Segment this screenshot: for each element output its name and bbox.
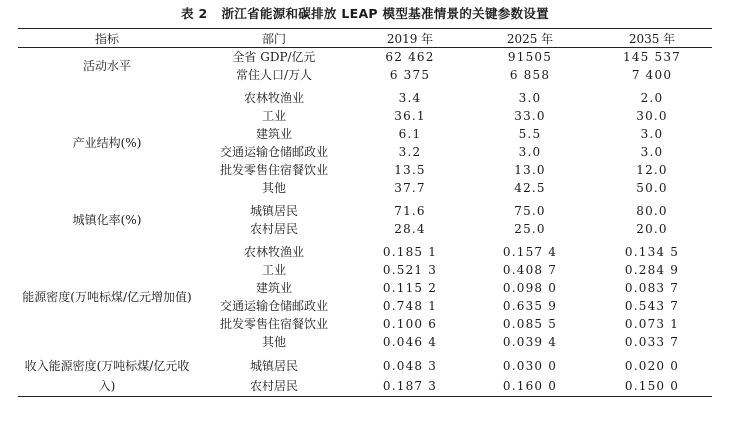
value-cell-2035: 0.073 1 <box>624 317 680 331</box>
value-cell-2035: 2.0 <box>640 91 664 105</box>
header-row <box>18 29 712 48</box>
indicator-cell: 产业结构(%) <box>72 136 142 150</box>
table-row <box>18 89 712 107</box>
value-cell-2035: 0.033 7 <box>624 335 680 349</box>
value-cell-2019: 0.048 3 <box>382 358 438 373</box>
value-cell-2019: 6.1 <box>398 127 422 141</box>
sector-cell: 城镇居民 <box>249 358 298 373</box>
value-cell-2019: 0.185 1 <box>382 245 438 259</box>
sector-cell: 工业 <box>261 109 286 123</box>
value-cell-2035: 20.0 <box>636 222 668 236</box>
header-indicator: 指标 <box>18 29 196 48</box>
value-cell-2035: 0.284 9 <box>624 263 680 277</box>
header-2025: 2025 年 <box>468 29 592 48</box>
table-caption <box>0 4 730 22</box>
sector-cell: 交通运输仓储邮政业 <box>219 145 328 159</box>
sector-cell: 工业 <box>261 263 286 277</box>
value-cell-2019: 36.1 <box>394 109 426 123</box>
parameter-table <box>18 28 712 397</box>
sector-cell: 农村居民 <box>196 376 352 397</box>
header-sector: 部门 <box>196 29 352 48</box>
table-row <box>18 48 712 67</box>
sector-cell: 其他 <box>261 181 286 195</box>
table-body <box>18 48 712 397</box>
sector-cell: 建筑业 <box>255 127 292 141</box>
value-cell-2035: 7 400 <box>631 68 673 82</box>
value-cell-2019: 3.2 <box>398 145 422 159</box>
sector-cell: 交通运输仓储邮政业 <box>219 299 328 313</box>
table-number: 表 2 <box>181 6 208 21</box>
value-cell-2035: 0.150 0 <box>592 376 712 397</box>
value-cell-2019: 6 375 <box>389 68 431 82</box>
value-cell-2035: 50.0 <box>636 181 668 195</box>
value-cell-2025: 75.0 <box>514 204 546 218</box>
value-cell-2019: 28.4 <box>394 222 426 236</box>
value-cell-2035: 3.0 <box>640 127 664 141</box>
value-cell-2019: 37.7 <box>394 181 426 195</box>
value-cell-2025: 5.5 <box>518 127 542 141</box>
value-cell-2019: 0.521 3 <box>382 263 438 277</box>
value-cell-2035: 12.0 <box>636 163 668 177</box>
value-cell-2025: 33.0 <box>514 109 546 123</box>
value-cell-2025: 3.0 <box>518 91 542 105</box>
value-cell-2025: 6 858 <box>509 68 551 82</box>
value-cell-2019: 0.187 3 <box>352 376 468 397</box>
value-cell-2035: 0.543 7 <box>624 299 680 313</box>
value-cell-2025: 0.039 4 <box>502 335 558 349</box>
value-cell-2035: 145 537 <box>622 50 682 64</box>
sector-cell: 常住人口/万人 <box>235 68 313 82</box>
value-cell-2035: 0.083 7 <box>624 281 680 295</box>
sector-cell: 农村居民 <box>249 222 298 236</box>
value-cell-2035: 0.134 5 <box>624 245 680 259</box>
sector-cell: 城镇居民 <box>249 204 298 218</box>
sector-cell: 批发零售住宿餐饮业 <box>219 163 328 177</box>
value-cell-2025: 42.5 <box>514 181 546 195</box>
value-cell-2025: 0.098 0 <box>502 281 558 295</box>
value-cell-2025: 0.030 0 <box>502 358 558 373</box>
sector-cell: 全省 GDP/亿元 <box>232 50 316 64</box>
value-cell-2025: 0.157 4 <box>502 245 558 259</box>
value-cell-2025: 25.0 <box>514 222 546 236</box>
table-row <box>18 356 712 376</box>
sector-cell: 批发零售住宿餐饮业 <box>219 317 328 331</box>
header-2035: 2035 年 <box>592 29 712 48</box>
value-cell-2019: 0.115 2 <box>382 281 438 295</box>
value-cell-2025: 0.635 9 <box>502 299 558 313</box>
sector-cell: 其他 <box>261 335 286 349</box>
value-cell-2019: 0.100 6 <box>382 317 438 331</box>
value-cell-2025: 91505 <box>507 50 553 64</box>
value-cell-2025: 13.0 <box>514 163 546 177</box>
value-cell-2019: 3.4 <box>398 91 422 105</box>
value-cell-2025: 0.408 7 <box>502 263 558 277</box>
indicator-cell: 城镇化率(%) <box>72 213 142 227</box>
value-cell-2019: 62 462 <box>385 50 435 64</box>
table-row <box>18 243 712 261</box>
value-cell-2035: 3.0 <box>640 145 664 159</box>
value-cell-2019: 13.5 <box>394 163 426 177</box>
indicator-cell: 收入能源密度(万吨标煤/亿元收入) <box>18 356 196 397</box>
sector-cell: 农林牧渔业 <box>243 245 304 259</box>
table-title: 浙江省能源和碳排放 LEAP 模型基准情景的关键参数设置 <box>221 6 549 21</box>
value-cell-2035: 80.0 <box>636 204 668 218</box>
header-2019: 2019 年 <box>352 29 468 48</box>
value-cell-2025: 0.085 5 <box>502 317 558 331</box>
indicator-cell: 活动水平 <box>82 59 131 73</box>
value-cell-2019: 0.046 4 <box>382 335 438 349</box>
value-cell-2019: 0.748 1 <box>382 299 438 313</box>
sector-cell: 建筑业 <box>255 281 292 295</box>
indicator-cell: 能源密度(万吨标煤/亿元增加值) <box>22 290 192 304</box>
value-cell-2019: 71.6 <box>394 204 426 218</box>
value-cell-2035: 0.020 0 <box>624 358 680 373</box>
value-cell-2025: 0.160 0 <box>468 376 592 397</box>
value-cell-2035: 30.0 <box>636 109 668 123</box>
sector-cell: 农林牧渔业 <box>243 91 304 105</box>
table-row <box>18 202 712 220</box>
value-cell-2025: 3.0 <box>518 145 542 159</box>
